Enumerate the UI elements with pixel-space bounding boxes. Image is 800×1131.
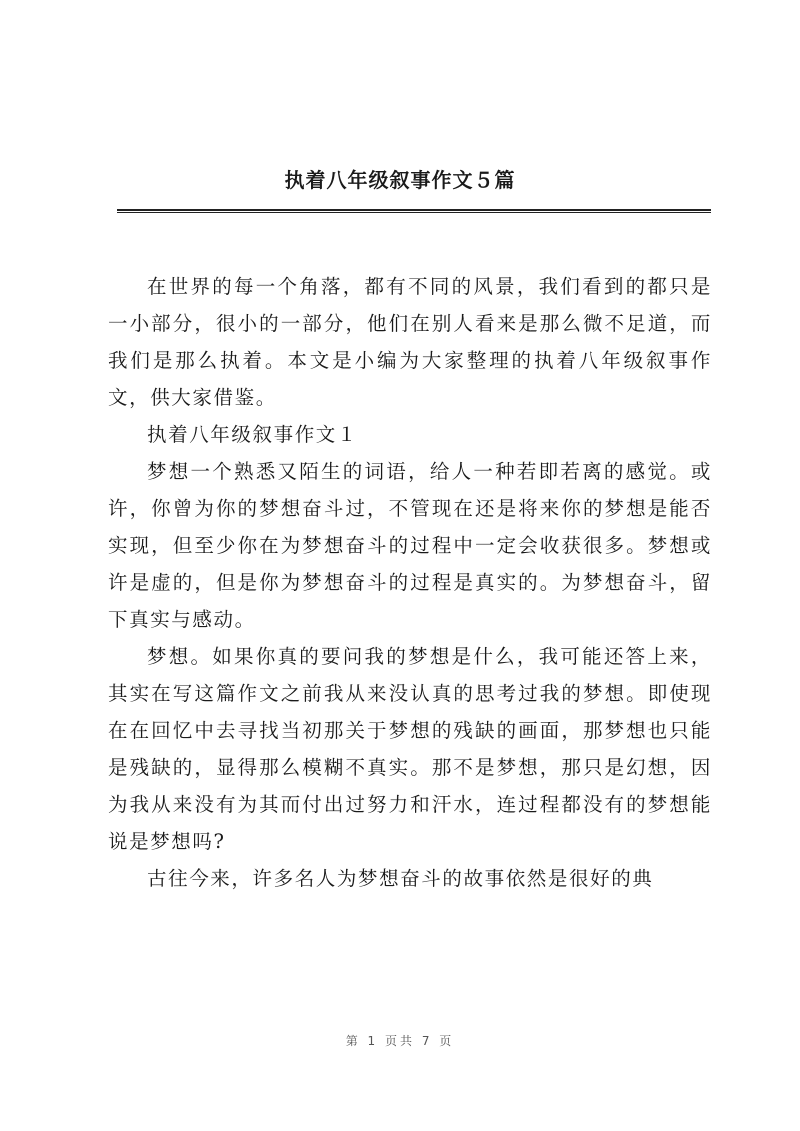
body-paragraph: 古往今来，许多名人为梦想奋斗的故事依然是很好的典 (147, 867, 654, 890)
intro-paragraph: 在世界的每一个角落，都有不同的风景，我们看到的都只是一小部分，很小的一部分，他们在别人看来是那么微不足道，而我们是那么执着。本文是小编为大家整理的执着八年级叙事作文，供大家借鉴。 (108, 275, 712, 409)
page-footer: 第 1 页共 7 页 (345, 1034, 455, 1048)
title-divider (117, 209, 711, 213)
body-paragraph: 梦想。如果你真的要问我的梦想是什么，我可能还答上来，其实在写这篇作文之前我从来没认真的思考过我的梦想。即使现在在回忆中去寻找当初那关于梦想的残缺的画面，那梦想也只能是残缺的，显得那么模糊不真实。那不是梦想，那只是幻想，因为我从来没有为其而付出过努力和汗水，连过程都没有的梦想能说是梦想吗? (108, 645, 712, 853)
document-body (108, 268, 712, 897)
section-heading: 执着八年级叙事作文１ (147, 423, 359, 446)
document-title: 执着八年级叙事作文５篇 (284, 168, 516, 192)
body-paragraph: 梦想一个熟悉又陌生的词语，给人一种若即若离的感觉。或许，你曾为你的梦想奋斗过，不管现在还是将来你的梦想是能否实现，但至少你在为梦想奋斗的过程中一定会收获很多。梦想或许是虚的，但是你为梦想奋斗的过程是真实的。为梦想奋斗，留下真实与感动。 (108, 460, 712, 631)
